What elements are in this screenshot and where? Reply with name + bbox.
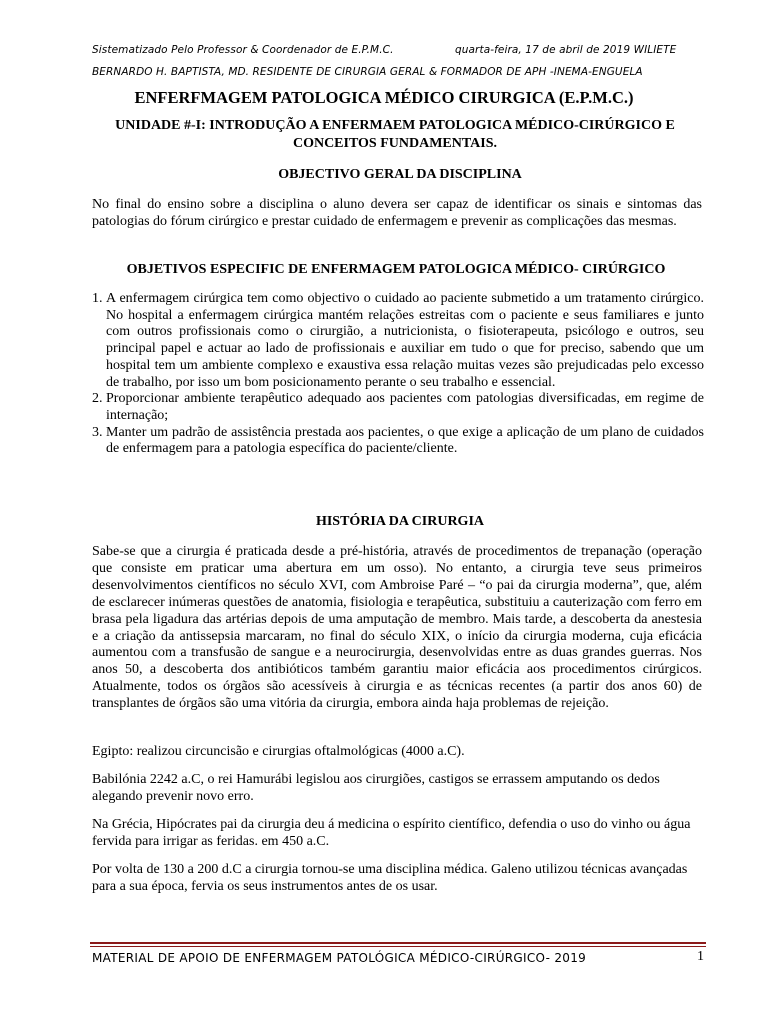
babylon-paragraph: Babilónia 2242 a.C, o rei Hamurábi legislou aos cirurgiões, castigos se errassem amputando os dedos alegando prevenir novo erro. xyxy=(92,772,660,804)
list-item-number: 3. xyxy=(92,424,103,440)
greece-paragraph: Na Grécia, Hipócrates pai da cirurgia deu á medicina o espírito científico, defendia o uso do vinho ou água fervida para irrigar as feridas. em 450 a.C. xyxy=(92,817,691,849)
page-number: 1 xyxy=(697,949,704,964)
list-item-number: 2. xyxy=(92,391,103,407)
footer-text: MATERIAL DE APOIO DE ENFERMAGEM PATOLÓGICA MÉDICO-CIRÚRGICO- 2019 xyxy=(92,951,587,965)
specific-objectives-list xyxy=(92,291,704,458)
running-header-line-1 xyxy=(92,44,677,56)
list-item-text: Manter um padrão de assistência prestada aos pacientes, o que exige a aplicação de um plano de cuidados de enfermagem para a patologia específica do paciente/cliente. xyxy=(106,424,704,457)
list-item xyxy=(92,425,704,458)
galen-paragraph: Por volta de 130 a 200 d.C a cirurgia tornou-se uma disciplina médica. Galeno utilizou técnicas avançadas para a sua época, fervia os seus instrumentos antes de os usar. xyxy=(92,862,688,894)
unit-title: UNIDADE #-I: INTRODUÇÃO A ENFERMAEM PATOLOGICA MÉDICO-CIRÚRGICO E CONCEITOS FUNDAMENTAIS. xyxy=(115,118,675,151)
footer-rule xyxy=(90,942,706,944)
list-item xyxy=(92,291,704,391)
specific-objectives-heading: OBJETIVOS ESPECIFIC DE ENFERMAGEM PATOLOGICA MÉDICO- CIRÚRGICO xyxy=(126,262,666,277)
egypt-paragraph: Egipto: realizou circuncisão e cirurgias oftalmológicas (4000 a.C). xyxy=(92,744,465,759)
list-item-text: A enfermagem cirúrgica tem como objectivo o cuidado ao paciente submetido a um tratamento cirúrgico. No hospital a enfermagem cirúrgica mantém relações estreitas com o paciente e seus familiares e junto com outros profissionais como o cirurgião, a nutricionista, o fisioterapeuta, psicólogo e outros, seu principal papel e actuar ao lado de profissionais e auxiliar em tudo o que for preciso, sabendo que um hospital tem um ambiente complexo e exaustiva essa relação muitas vezes são prejudicadas pelo excesso de trabalho, por isso um bom posicionamento perante o seu trabalho e essencial. xyxy=(106,291,704,390)
list-item-number: 1. xyxy=(92,291,103,306)
history-heading: HISTÓRIA DA CIRURGIA xyxy=(315,514,485,529)
header-date: quarta-feira, 17 de abril de 2019 WILIETE xyxy=(455,44,677,56)
history-paragraph: Sabe-se que a cirurgia é praticada desde a pré-história, através de procedimentos de trepanação (operação que consiste em praticar uma abertura em um osso). No entanto, a cirurgia teve seus primeiros desenvolvimentos científicos no século XVI, com Ambroise Paré – “o pai da cirurgia moderna”, que, além de esclarecer inúmeras questões de anatomia, fisiologia e terapêutica, substituiu a cauterização com ferro em brasa pela ligadura das artérias depois de uma amputação de membro. Mais tarde, a descoberta da anestesia e a criação da antissepsia marcaram, no final do século XIX, o início da cirurgia moderna, cuja eficácia aumentou com a transfusão de sangue e a neurocirurgia, desenvolvidas entre as duas grandes guerras. Nos anos 50, a descoberta dos antibióticos também garantiu maior eficácia aos procedimentos cirúrgicos. Atualmente, todos os órgãos são acessíveis à cirurgia e as técnicas recentes (a partir dos anos 60) de transplantes de órgãos são uma vitória da cirurgia, embora ainda haja problemas de rejeição. xyxy=(92,544,702,712)
header-author-left: Sistematizado Pelo Professor & Coordenador de E.P.M.C. xyxy=(92,44,394,56)
objective-heading: OBJECTIVO GERAL DA DISCIPLINA xyxy=(278,167,522,182)
objective-paragraph: No final do ensino sobre a disciplina o aluno devera ser capaz de identificar os sinais e sintomas das patologias do fórum cirúrgico e prestar cuidado de enfermagem e prevenir as complicações das mesmas. xyxy=(92,197,702,229)
list-item-text: Proporcionar ambiente terapêutico adequado aos pacientes com patologias diversificadas, em regime de internação; xyxy=(106,391,704,423)
list-item xyxy=(92,391,704,424)
running-header-line-2: BERNARDO H. BAPTISTA, MD. RESIDENTE DE CIRURGIA GERAL & FORMADOR DE APH -INEMA-ENGUELA xyxy=(92,66,643,78)
footer-rule-thin xyxy=(90,946,706,947)
document-title: ENFERFMAGEM PATOLOGICA MÉDICO CIRURGICA (E.P.M.C.) xyxy=(134,88,634,107)
